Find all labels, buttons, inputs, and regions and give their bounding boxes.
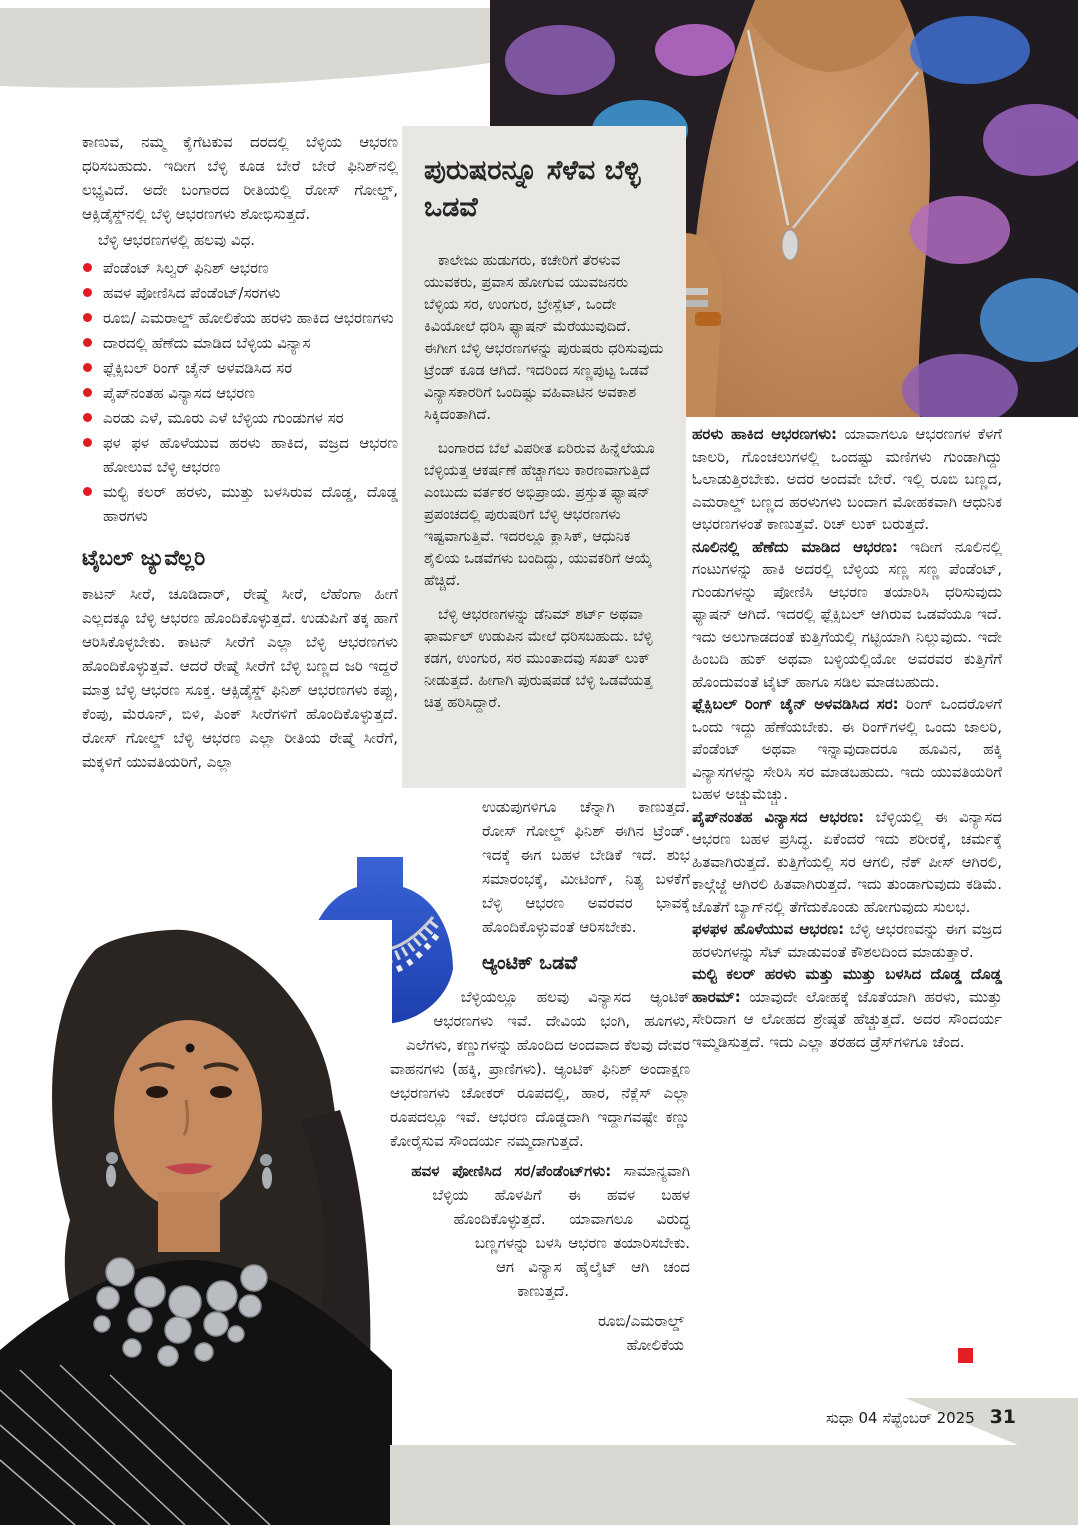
paragraph-lead: ಪೈಪ್‌ನಂತಹ ವಿನ್ಯಾಸದ ಆಭರಣ: xyxy=(692,807,865,826)
paragraph-text: ಯಾವುದೇ ಲೋಹಕ್ಕೆ ಜೊತೆಯಾಗಿ ಹರಳು, ಮುತ್ತು ಸೇರಿದಾಗ ಆ ಲೋಹದ ಶ್ರೇಷ್ಠತೆ ಹೆಚ್ಚುತ್ತದೆ. ಅದರ ಸೌಂದರ್ಯ ಇಮ್ಮಡಿಸುತ್ತದೆ. ಇದು ಎಲ್ಲಾ ತರಹದ ಡ್ರೆಸ್‌ಗಳಿಗೂ ಚೆಂದ. xyxy=(692,987,1002,1051)
paragraph-text: ಸಾಮಾನ್ಯವಾಗಿ ಬೆಳ್ಳಿಯ ಹೊಳಪಿಗೆ ಈ ಹವಳ ಬಹಳ ಹೊಂದಿಕೊಳ್ಳುತ್ತದೆ. ಯಾವಾಗಲೂ ವಿರುದ್ಧ ಬಣ್ಣಗಳನ್ನು ಬಳಸಿ ಆಭರಣ ತಯಾರಿಸಬೇಕು. ಆಗ ವಿನ್ಯಾಸ ಹೈಲೈಟ್ ಆಗಿ ಚಂದ ಕಾಣುತ್ತದೆ. xyxy=(432,1162,690,1300)
paragraph-lead: ಮಲ್ಟಿ ಕಲರ್ ಹರಳು ಮತ್ತು ಮುತ್ತು ಬಳಸಿದ ದೊಡ್ಡ ದೊಡ್ಡ ಹಾರಮ್: xyxy=(692,965,1002,1006)
paragraph-text: ಇದೀಗ ನೂಲಿನಲ್ಲಿ ಗಂಟುಗಳನ್ನು ಹಾಕಿ ಅದರಲ್ಲಿ ಬೆಳ್ಳಿಯ ಸಣ್ಣ ಸಣ್ಣ ಪೆಂಡೆಂಟ್, ಗುಂಡುಗಳನ್ನು ಪೋಣಿಸಿ ಆಭರಣ ತಯಾರಿಸಿ ಧರಿಸುವುದು ಫ್ಯಾಷನ್ ಆಗಿದೆ. ಇದರಲ್ಲಿ ಫ್ಲೆಕ್ಸಿಬಲ್ ಆಗಿರುವ ಒಡವೆಯೂ ಇದೆ. ಇದು ಅಲುಗಾಡದಂತೆ ಕುತ್ತಿಗೆಯಲ್ಲಿ ಗಟ್ಟಿಯಾಗಿ ನಿಲ್ಲುವುದು. ಇದೇ ಹಿಂಬದಿ ಹುಕ್ ಅಥವಾ ಬಳ್ಳಿಯಲ್ಲಿಯೋ ಅವರವರ ಕುತ್ತಿಗೆಗೆ ಹೊಂದುವಂತೆ ಟೈಟ್ ಹಾಗೂ ಸಡಿಲ ಮಾಡಬಹುದು. xyxy=(692,537,1002,691)
article-paragraph: ಕಾಟನ್ ಸೀರೆ, ಚೂಡಿದಾರ್, ರೇಷ್ಮೆ ಸೀರೆ, ಲೆಹೆಂಗಾ ಹೀಗೆ ಎಲ್ಲದಕ್ಕೂ ಬೆಳ್ಳಿ ಆಭರಣ ಹೊಂದಿಕೊಳ್ಳುತ್ತದೆ. ಉಡುಪಿಗೆ ತಕ್ಕ ಹಾಗೆ ಆರಿಸಿಕೊಳ್ಳಬೇಕು. ಕಾಟನ್ ಸೀರೆಗೆ ಎಲ್ಲಾ ಬೆಳ್ಳಿ ಆಭರಣಗಳು ಹೊಂದಿಕೊಳ್ಳುತ್ತವೆ. ಆದರೆ ರೇಷ್ಮೆ ಸೀರೆಗೆ ಬೆಳ್ಳಿ ಬಣ್ಣದ ಜರಿ ಇದ್ದರೆ ಮಾತ್ರ ಬೆಳ್ಳಿ ಆಭರಣ ಸೂಕ್ತ. ಆಕ್ಸಿಡೈಸ್ಡ್ ಫಿನಿಶ್ ಆಭರಣಗಳು ಕಪ್ಪು, ಕೆಂಪು, ಮೆರೂನ್, ಬಿಳಿ, ಪಿಂಕ್ ಸೀರೆಗಳಿಗೆ ಹೊಂದಿಕೊಳ್ಳುತ್ತದೆ. ರೋಸ್ ಗೋಲ್ಡ್ ಬೆಳ್ಳಿ ಆಭರಣ ಎಲ್ಲಾ ರೀತಿಯ ರೇಷ್ಮೆ ಸೀರೆಗೆ, ಮಕ್ಕಳಿಗೆ ಯುವತಿಯರಿಗೆ, ಎಲ್ಲಾ xyxy=(82,585,398,771)
middle-column xyxy=(390,795,690,1363)
right-column xyxy=(692,423,1002,1053)
bullet-icon xyxy=(83,438,92,447)
headline-box-paragraph: ಬಂಗಾರದ ಬೆಲೆ ವಿಪರೀತ ಏರಿರುವ ಹಿನ್ನೆಲೆಯೂ ಬೆಳ್ಳಿಯತ್ತ ಆಕರ್ಷಣೆ ಹೆಚ್ಚಾಗಲು ಕಾರಣವಾಗುತ್ತಿದೆ ಎಂಬುದು ವರ್ತಕರ ಅಭಿಪ್ರಾಯ. ಪ್ರಸ್ತುತ ಫ್ಯಾಷನ್ ಪ್ರಪಂಚದಲ್ಲಿ ಪುರುಷರಿಗೆ ಬೆಳ್ಳಿ ಆಭರಣಗಳು ಇಷ್ಟವಾಗುತ್ತಿವೆ. ಇದರಲ್ಲೂ ಕ್ಲಾಸಿಕ್, ಆಧುನಿಕ ಶೈಲಿಯ ಒಡವೆಗಳು ಬಂದಿದ್ದು, ಯುವಕರಿಗೆ ಆಯ್ಕೆ ಹೆಚ್ಚಿದೆ. xyxy=(424,441,655,589)
list-item xyxy=(82,281,398,305)
top-decorative-band xyxy=(0,0,497,96)
list-item xyxy=(82,381,398,405)
article-paragraph: ಬೆಳ್ಳಿಯಲ್ಲೂ ಹಲವು ವಿನ್ಯಾಸದ ಆ್ಯಂಟಿಕ್ ಆಭರಣಗಳು ಇವೆ. ದೇವಿಯ ಭಂಗಿ, ಹೂಗಳು, ಎಲೆಗಳು, ಕಣ್ಣುಗಳನ್ನು ಹೊಂದಿದ ಅಂದವಾದ ಕೆಲವು ದೇವರ ವಾಹನಗಳು (ಹಕ್ಕಿ, ಪ್ರಾಣಿಗಳು). ಆ್ಯಂಟಿಕ್ ಫಿನಿಶ್ ಅಂದಾಕ್ಷಣ ಆಭರಣಗಳು ಚೋಕರ್ ರೂಪದಲ್ಲಿ, ಹಾರ, ನೆಕ್ಲೆಸ್ ಎಲ್ಲಾ ರೂಪದಲ್ಲೂ ಇವೆ. ಆಭರಣ ದೊಡ್ಡದಾಗಿ ಇದ್ದಾಗವಷ್ಟೇ ಕಣ್ಣು ಕೋರೈಸುವ ಸೌಂದರ್ಯ ನಮ್ಮದಾಗುತ್ತದೆ. xyxy=(390,988,690,1150)
bullet-icon xyxy=(83,487,92,496)
article-headline: ಪುರುಷರನ್ನೂ ಸೆಳೆವ ಬೆಳ್ಳಿ ಒಡವೆ xyxy=(424,155,641,223)
paragraph-lead: ಫಳಫಳ ಹೊಳೆಯುವ ಆಭರಣ: xyxy=(692,920,845,938)
list-item-text: ಫ್ಲೆಕ್ಸಿಬಲ್ ರಿಂಗ್ ಚೈನ್ ಅಳವಡಿಸಿದ ಸರ xyxy=(103,359,293,377)
article-paragraph xyxy=(692,918,1002,963)
list-item xyxy=(82,256,398,280)
woman-silver-necklace-photo xyxy=(0,920,392,1525)
paragraph-lead: ಫ್ಲೆಕ್ಸಿಬಲ್ ರಿಂಗ್ ಚೈನ್ ಅಳವಡಿಸಿದ ಸರ: xyxy=(692,695,899,713)
page-number: 31 xyxy=(989,1406,1017,1428)
headline-box-paragraph: ಬೆಳ್ಳಿ ಆಭರಣಗಳನ್ನು ಡೆನಿಮ್ ಶರ್ಟ್ ಅಥವಾ ಫಾರ್ಮಲ್ ಉಡುಪಿನ ಮೇಲೆ ಧರಿಸಬಹುದು. ಬೆಳ್ಳಿ ಕಡಗ, ಉಂಗುರ, ಸರ ಮುಂತಾದವು ಸಖತ್ ಲುಕ್ ನೀಡುತ್ತದೆ. ಹೀಗಾಗಿ ಪುರುಷಪಡೆ ಬೆಳ್ಳಿ ಒಡವೆಯತ್ತ ಚಿತ್ತ ಹರಿಸಿದ್ದಾರೆ. xyxy=(424,607,653,711)
paragraph-text: ಬೆಳ್ಳಿ ಆಭರಣವನ್ನು ಈಗ ವಜ್ರದ ಹರಳುಗಳನ್ನು ಸೆಟ್ ಮಾಡುವಂತೆ ಕೌಶಲದಿಂದ ಮಾಡುತ್ತಾರೆ. xyxy=(692,920,1002,961)
list-item xyxy=(82,306,398,330)
list-intro: ಬೆಳ್ಳಿ ಆಭರಣಗಳಲ್ಲಿ ಹಲವು ವಿಧ. xyxy=(98,231,256,249)
paragraph-lead: ಹವಳ ಪೋಣಿಸಿದ ಸರ/ಪೆಂಡೆಂಟ್‌ಗಳು: xyxy=(411,1162,612,1180)
bullet-icon xyxy=(83,413,92,422)
article-paragraph: ಉಡುಪುಗಳಿಗೂ ಚೆನ್ನಾಗಿ ಕಾಣುತ್ತದೆ. ರೋಸ್ ಗೋಲ್ಡ್ ಫಿನಿಶ್ ಈಗಿನ ಟ್ರೆಂಡ್. ಇದಕ್ಕೆ ಈಗ ಬಹಳ ಬೇಡಿಕೆ ಇದೆ. ಶುಭ ಸಮಾರಂಭಕ್ಕೆ, ಮೀಟಿಂಗ್, ನಿತ್ಯ ಬಳಕೆಗೆ ಬೆಳ್ಳಿ ಆಭರಣ ಅವರವರ ಭಾವಕ್ಕೆ ಹೊಂದಿಕೊಳ್ಳುವಂತೆ ಆರಿಸಬೇಕು. xyxy=(482,798,690,936)
headline-box-paragraph: ಕಾಲೇಜು ಹುಡುಗರು, ಕಚೇರಿಗೆ ತೆರಳುವ ಯುವಕರು, ಪ್ರವಾಸ ಹೋಗುವ ಯುವಜನರು ಬೆಳ್ಳಿಯ ಸರ, ಉಂಗುರ, ಬ್ರೇಸ್ಲೆಟ್, ಒಂದೇ ಕಿವಿಯೋಲೆ ಧರಿಸಿ ಫ್ಯಾಷನ್ ಮೆರೆಯುವುದಿದೆ. ಈಗೀಗ ಬೆಳ್ಳಿ ಆಭರಣಗಳನ್ನು ಪುರುಷರು ಧರಿಸುವುದು ಟ್ರೆಂಡ್ ಕೂಡ ಆಗಿದೆ. ಇದರಿಂದ ಸಣ್ಣಪುಟ್ಟ ಒಡವೆ ವಿನ್ಯಾಸಕಾರರಿಗೆ ಒಂದಿಷ್ಟು ವಹಿವಾಟಿನ ಅವಕಾಶ ಸಿಕ್ಕಿದಂತಾಗಿದೆ. xyxy=(424,253,664,423)
list-item-text: ಪೆಂಡೆಂಟ್ ಸಿಲ್ವರ್ ಫಿನಿಶ್ ಆಭರಣ xyxy=(103,259,269,277)
list-item-text: ಎರಡು ಎಳೆ, ಮೂರು ಎಳೆ ಬೆಳ್ಳಿಯ ಗುಂಡುಗಳ ಸರ xyxy=(103,409,344,427)
tribal-jewellery-heading: ಟೈಬಲ್ ಜ್ಯುವೆಲ್ಲರಿ xyxy=(82,546,206,570)
bullet-icon xyxy=(83,263,92,272)
antique-jewellery-heading: ಆ್ಯಂಟಿಕ್ ಒಡವೆ xyxy=(482,952,578,974)
issue-date: 04 ಸೆಪ್ಟೆಂಬರ್ 2025 xyxy=(858,1409,975,1427)
list-item-text: ಪೈಪ್‌ನಂತಹ ವಿನ್ಯಾಸದ ಆಭರಣ xyxy=(103,384,255,402)
bullet-icon xyxy=(83,363,92,372)
magazine-name: ಸುಧಾ xyxy=(826,1409,854,1427)
article-paragraph xyxy=(692,423,1002,536)
list-item-text: ರೂಬಿ/ ಎಮರಾಲ್ಡ್ ಹೋಲಿಕೆಯ ಹರಳು ಹಾಕಿದ ಆಭರಣಗಳು xyxy=(103,309,394,327)
list-item-text: ದಾರದಲ್ಲಿ ಹೆಣೆದು ಮಾಡಿದ ಬೆಳ್ಳಿಯ ವಿನ್ಯಾಸ xyxy=(103,334,311,352)
list-item-text: ಫಳ ಫಳ ಹೊಳೆಯುವ ಹರಳು ಹಾಕಿದ, ವಜ್ರದ ಆಭರಣ ಹೋಲುವ ಬೆಳ್ಳಿ ಆಭರಣ xyxy=(103,434,398,476)
paragraph-text: ಬೆಳ್ಳಿಯಲ್ಲಿ ಈ ವಿನ್ಯಾಸದ ಆಭರಣ ಬಹಳ ಪ್ರಸಿದ್ಧ. ಏಕೆಂದರೆ ಇದು ಶರೀರಕ್ಕೆ, ಚರ್ಮಕ್ಕೆ ಹಿತವಾಗಿರುತ್ತದೆ. ಕುತ್ತಿಗೆಯಲ್ಲಿ ಸರ ಆಗಲಿ, ನೆಕ್ ಪೀಸ್ ಆಗಿರಲಿ, ಕಾಲ್ಗೆಜ್ಜೆ ಆಗಿರಲಿ ಹಿತವಾಗಿರುತ್ತದೆ. ಇದು ತುಂಡಾಗುವುದು ಕಡಿಮೆ. ಜೊತೆಗೆ ಬ್ಯಾಗ್‌ನಲ್ಲಿ ತೆಗೆದುಕೊಂಡು ಹೋಗುವುದು ಸುಲಭ. xyxy=(692,807,1002,916)
bullet-icon xyxy=(83,388,92,397)
page-footer xyxy=(826,1406,1016,1428)
left-column xyxy=(82,130,398,774)
jewellery-types-list xyxy=(82,256,398,528)
paragraph-text: ಯಾವಾಗಲೂ ಆಭರಣಗಳ ಕೆಳಗೆ ಜಾಲರಿ, ಗೊಂಚಲುಗಳಲ್ಲಿ ಒಂದಷ್ಟು ಮಣಿಗಳು ಗುಂಡಾಗಿದ್ದು ಓಲಾಡುತ್ತಿರಬೇಕು. ಅದರ ಅಂದವೇ ಬೇರೆ. ಇಲ್ಲಿ ರೂಬಿ ಬಣ್ಣದ, ಎಮರಾಲ್ಡ್ ಬಣ್ಣದ ಹರಳುಗಳು ಬಂದಾಗ ಮೋಹಕವಾಗಿ ಆಧುನಿಕ ಆಭರಣಗಳಂತೆ ಕಾಣುತ್ತವೆ. ರಿಚ್ ಲುಕ್ ಬರುತ್ತದೆ. xyxy=(692,425,1002,533)
paragraph-lead: ಹರಳು ಹಾಕಿದ ಆಭರಣಗಳು: xyxy=(692,425,838,443)
list-item xyxy=(82,431,398,479)
list-item xyxy=(82,356,398,380)
paragraph-lead: ನೂಲಿನಲ್ಲಿ ಹೆಣೆದು ಮಾಡಿದ ಆಭರಣ: xyxy=(692,537,898,556)
bullet-icon xyxy=(83,338,92,347)
article-paragraph xyxy=(692,536,1002,694)
paragraph-text: ರಿಂಗ್ ಒಂದರೊಳಗೆ ಒಂದು ಇದ್ದು ಹೆಣೆಯಬೇಕು. ಈ ರಿಂಗ್‌ಗಳಲ್ಲಿ ಒಂದು ಜಾಲರಿ, ಪೆಂಡೆಂಟ್ ಅಥವಾ ಇನ್ನಾವುದಾದರೂ ಹೂವಿನ, ಹಕ್ಕಿ ವಿನ್ಯಾಸಗಳನ್ನು ಸೇರಿಸಿ ಸರ ಮಾಡಬಹುದು. ಇದು ಯುವತಿಯರಿಗೆ ಬಹಳ ಅಚ್ಚುಮೆಚ್ಚು. xyxy=(692,695,1002,803)
headline-box xyxy=(402,126,686,788)
end-of-article-marker xyxy=(958,1348,973,1363)
bullet-icon xyxy=(83,288,92,297)
list-item xyxy=(82,331,398,355)
list-item xyxy=(82,406,398,430)
article-paragraph: ಕಾಣುವ, ನಮ್ಮ ಕೈಗೆಟಕುವ ದರದಲ್ಲಿ ಬೆಳ್ಳಿಯ ಆಭರಣ ಧರಿಸಬಹುದು. ಇದೀಗ ಬೆಳ್ಳಿ ಕೂಡ ಬೇರೆ ಬೇರೆ ಫಿನಿಶ್‌ನಲ್ಲಿ ಲಭ್ಯವಿದೆ. ಅದೇ ಬಂಗಾರದ ರೀತಿಯಲ್ಲಿ ರೋಸ್ ಗೋಲ್ಡ್, ಆಕ್ಸಿಡೈಸ್ಡ್‌ನಲ್ಲಿ ಬೆಳ್ಳಿ ಆಭರಣಗಳು ಶೋಭಿಸುತ್ತದೆ. xyxy=(82,133,398,223)
article-paragraph xyxy=(692,806,1002,919)
list-item-text: ಮಲ್ಟಿ ಕಲರ್ ಹರಳು, ಮುತ್ತು ಬಳಸಿರುವ ದೊಡ್ಡ, ದೊಡ್ಡ ಹಾರಗಳು xyxy=(103,483,398,525)
article-paragraph xyxy=(692,693,1002,806)
bullet-icon xyxy=(83,313,92,322)
runover-line: ರೂಬಿ/ಎಮರಾಲ್ಡ್ ಹೋಲಿಕೆಯ xyxy=(597,1312,684,1354)
list-item xyxy=(82,480,398,528)
list-item-text: ಹವಳ ಪೋಣಿಸಿದ ಪೆಂಡೆಂಟ್/ಸರಗಳು xyxy=(103,284,281,302)
article-paragraph xyxy=(692,963,1002,1053)
